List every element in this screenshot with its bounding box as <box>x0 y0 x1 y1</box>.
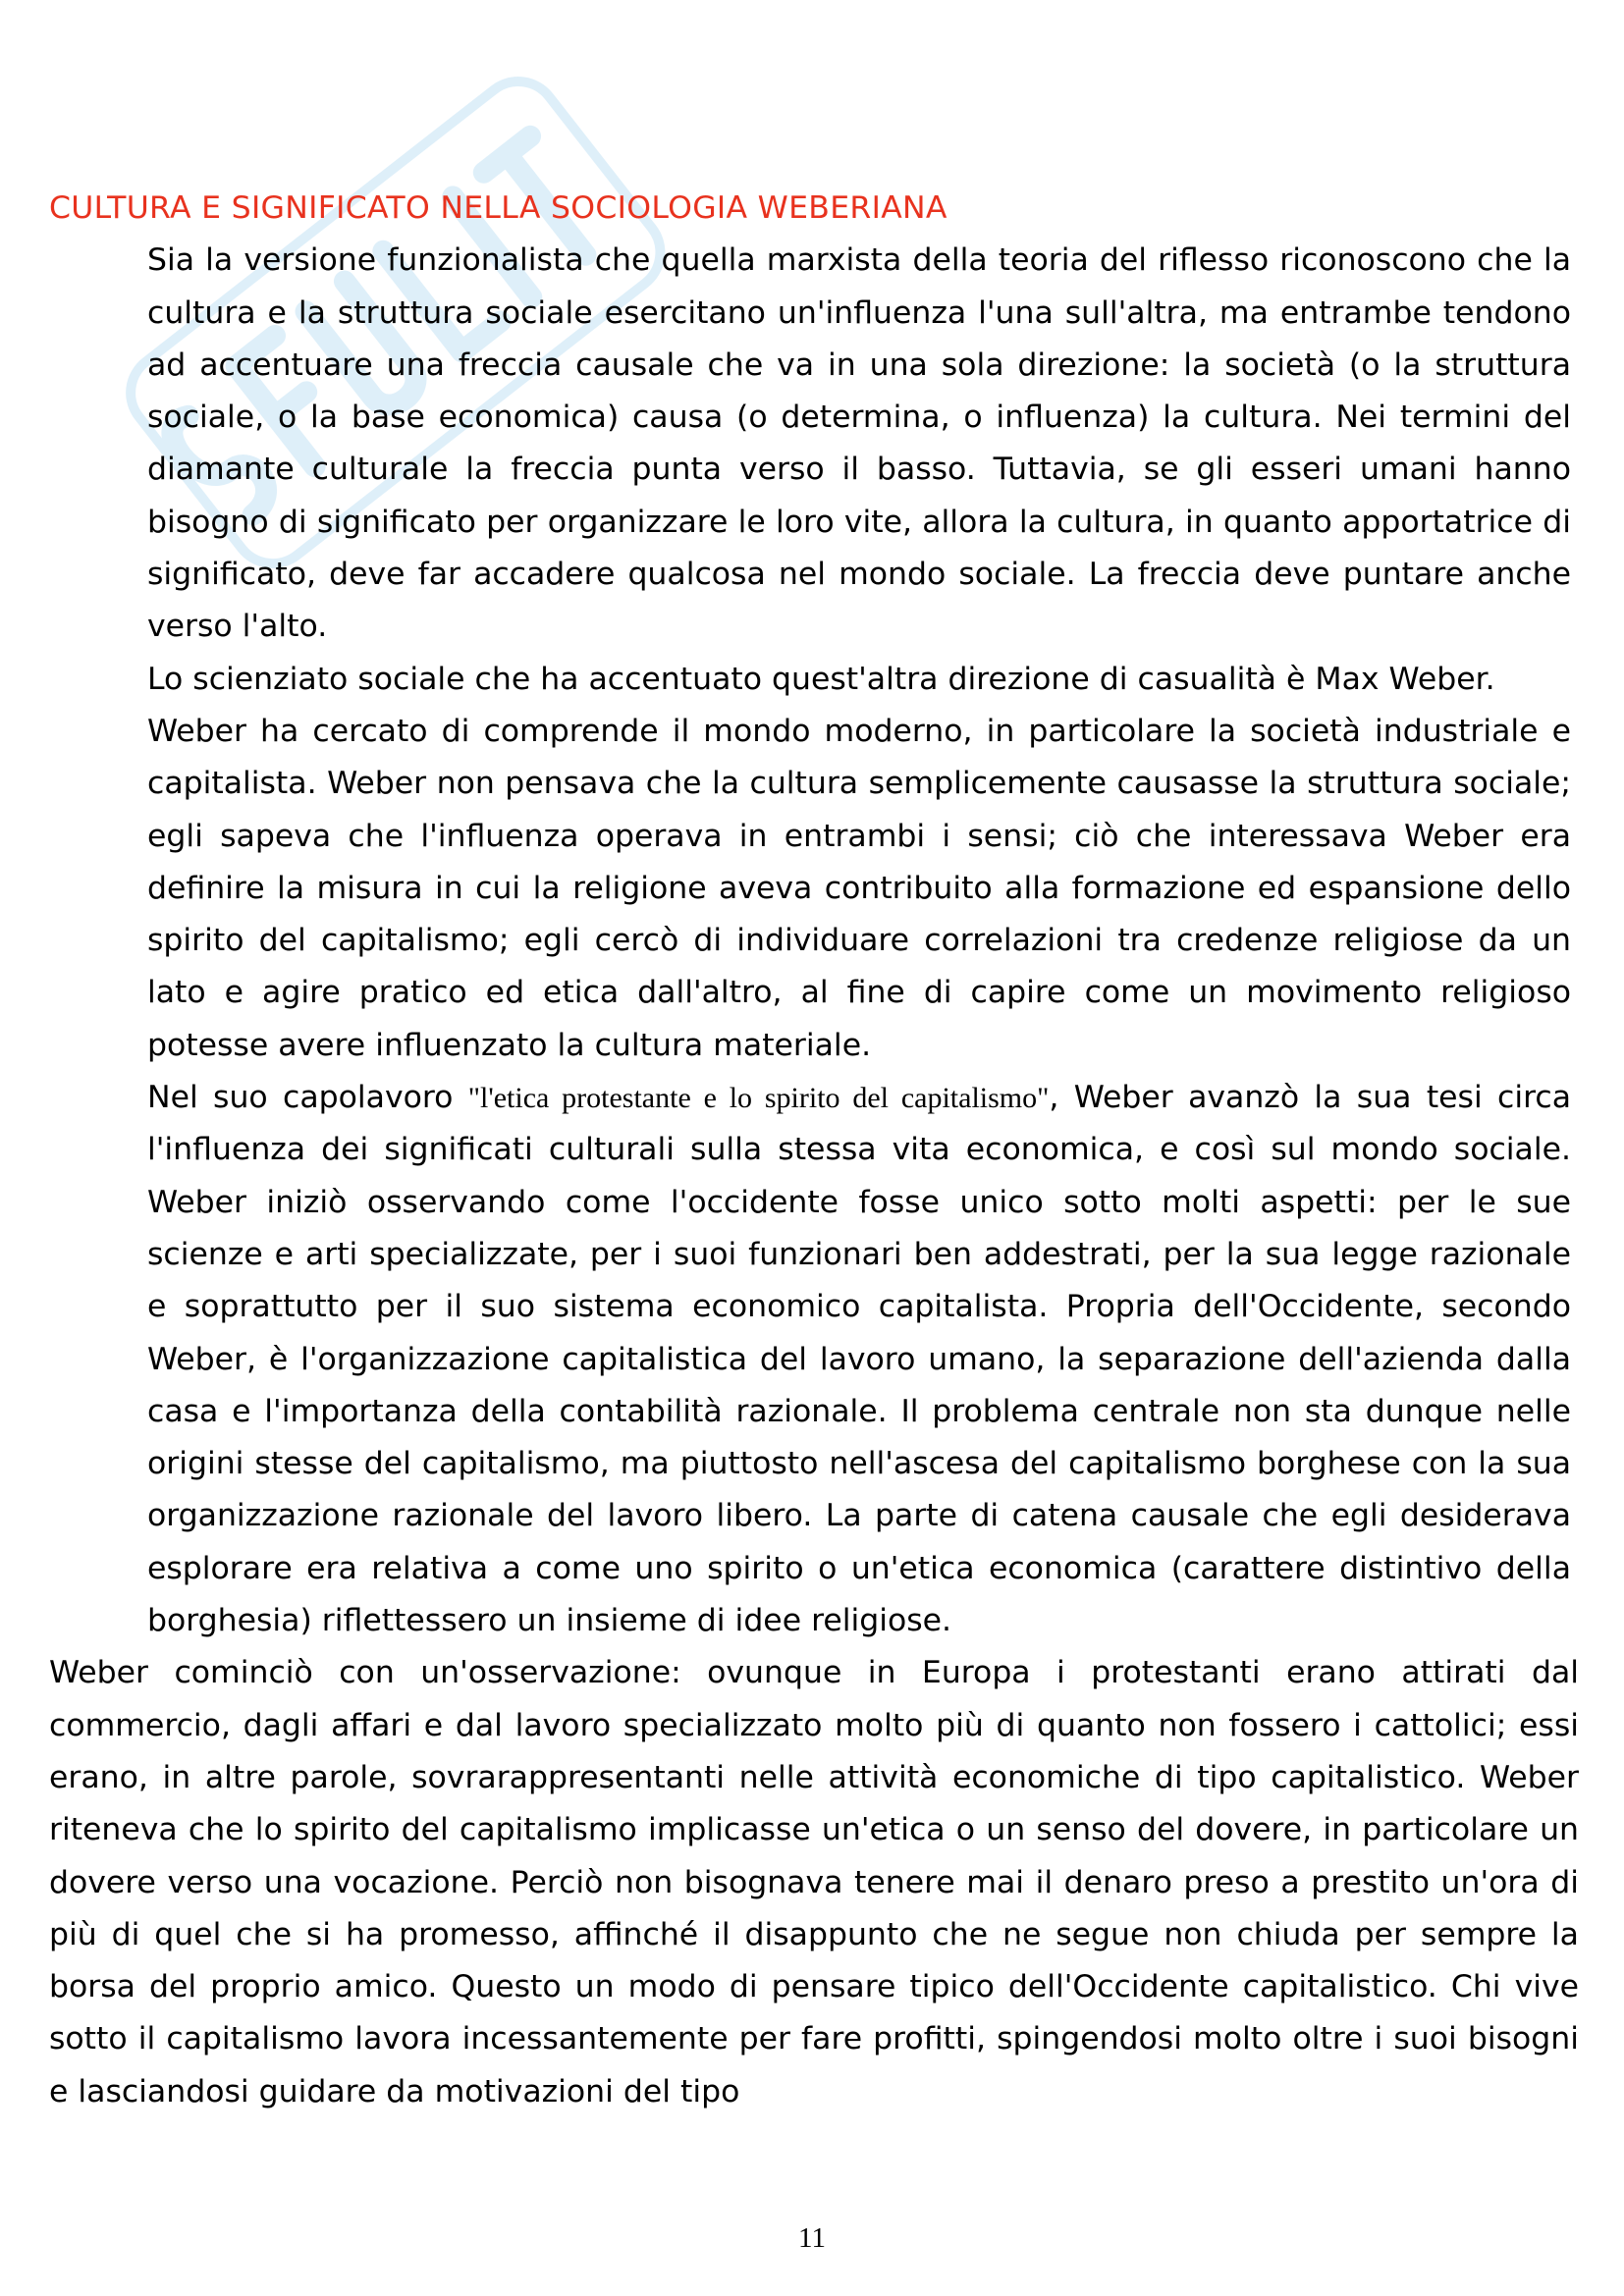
paragraph-max-weber: Lo scienziato sociale che ha accentuato quest'altra direzione di casualità è Max Weber. <box>147 661 1495 697</box>
paragraph-capolavoro <box>147 1072 1571 1647</box>
section-title: CULTURA E SIGNIFICATO NELLA SOCIOLOGIA WEBERIANA <box>49 190 947 226</box>
capolavoro-body: , Weber avanzò la sua tesi circa l'influenza dei significati culturali sulla stessa vita economica, e così sul mondo sociale. Weber iniziò osservando come l'occidente fosse unico sotto molti aspetti: per le sue scienze e arti specializzate, per i suoi funzionari ben addestrati, per la sua legge razionale e soprattutto per il suo sistema economico capitalista. Propria dell'Occidente, secondo Weber, è l'organizzazione capitalistica del lavoro umano, la separazione dell'azienda dalla casa e l'importanza della contabilità razionale. Il problema centrale non sta dunque nelle origini stesse del capitalismo, ma piuttosto nell'ascesa del capitalismo borghese con la sua organizzazione razionale del lavoro libero. La parte di catena causale che egli desiderava esplorare era relativa a come uno spirito o un'etica economica (carattere distintivo della borghesia) riflettessero un insieme di idee religiose. <box>147 1080 1571 1639</box>
book-title: "l'etica protestante e lo spirito del capitalismo" <box>467 1082 1050 1115</box>
paragraph-protestant-observation: Weber cominciò con un'osservazione: ovunque in Europa i protestanti erano attirati dal commercio, dagli affari e dal lavoro specializzato molto più di quanto non fossero i cattolici; essi erano, in altre parole, sovrarappresentanti nelle attività economiche di tipo capitalistico. Weber riteneva che lo spirito del capitalismo implicasse un'etica o un senso del dovere, in particolare un dovere verso una vocazione. Perciò non bisognava tenere mai il denaro preso a prestito un'ora di più di quel che si ha promesso, affinché il disappunto che ne segue non chiuda per sempre la borsa del proprio amico. Questo un modo di pensare tipico dell'Occidente capitalistico. Chi vive sotto il capitalismo lavora incessantemente per fare profitti, spingendosi molto oltre i suoi bisogni e lasciandosi guidare da motivazioni del tipo <box>49 1655 1579 2109</box>
page-number: 11 <box>798 2222 826 2254</box>
capolavoro-intro: Nel suo capolavoro <box>147 1080 468 1116</box>
paragraph-modern-world: Weber ha cercato di comprende il mondo moderno, in particolare la società industriale e capitalista. Weber non pensava che la cultura semplicemente causasse la struttura sociale; egli sapeva che l'influenza operava in entrambi i sensi; ciò che interessava Weber era definire la misura in cui la religione aveva contribuito alla formazione ed espansione dello spirito del capitalismo; egli cercò di individuare correlazioni tra credenze religiose da un lato e agire pratico ed etica dall'altro, al fine di capire come un movimento religioso potesse avere influenzato la cultura materiale. <box>147 713 1571 1063</box>
paragraph-reflection-theory: Sia la versione funzionalista che quella marxista della teoria del riflesso riconoscono che la cultura e la struttura sociale esercitano un'influenza l'una sull'altra, ma entrambe tendono ad accentuare una freccia causale che va in una sola direzione: la società (o la struttura sociale, o la base economica) causa (o determina, o influenza) la cultura. Nei termini del diamante culturale la freccia punta verso il basso. Tuttavia, se gli esseri umani hanno bisogno di significato per organizzare le loro vite, allora la cultura, in quanto apportatrice di significato, deve far accadere qualcosa nel mondo sociale. La freccia deve puntare anche verso l'alto. <box>147 242 1571 645</box>
indented-block <box>49 235 1591 1647</box>
document-body <box>49 183 1591 2118</box>
